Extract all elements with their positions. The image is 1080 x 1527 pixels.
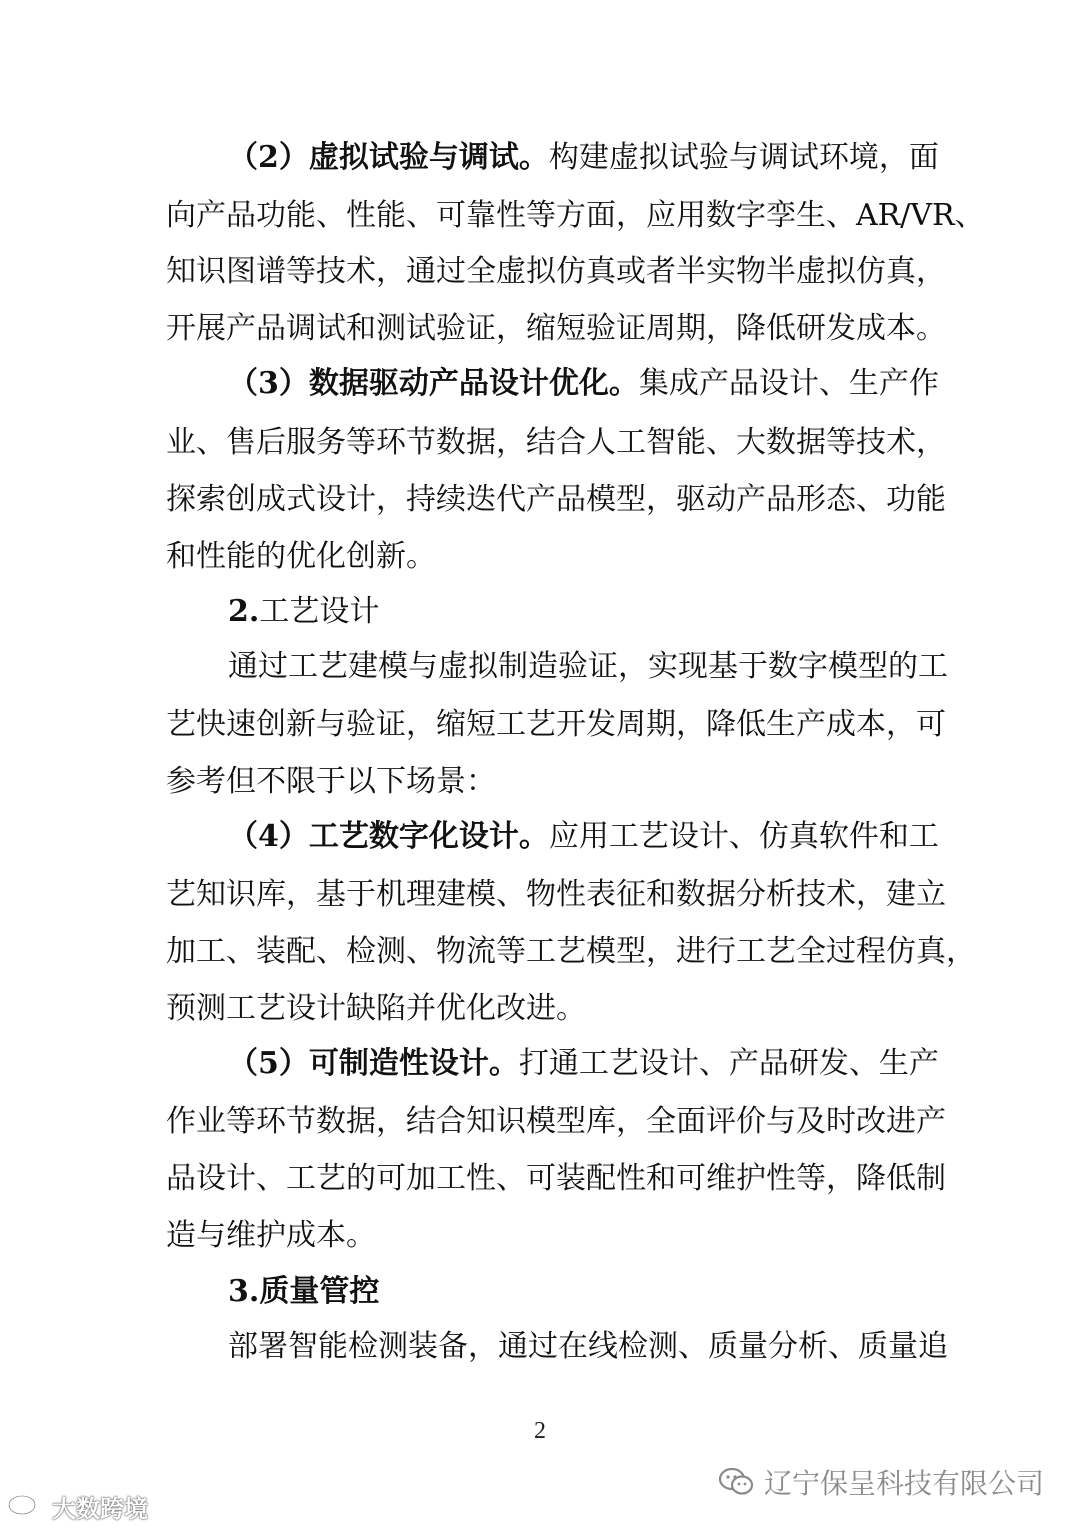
paragraph-line [166, 252, 946, 292]
paragraph-first-line [228, 647, 948, 687]
body-text: 预测工艺设计缺陷并优化改进。 [166, 991, 586, 1026]
paragraph-first-line [228, 592, 918, 632]
paragraph-first-line [228, 1327, 948, 1367]
bold-lead-text: 3.质量管控 [228, 1274, 380, 1309]
paragraph-first-line [228, 1044, 939, 1084]
body-text: 品设计、工艺的可加工性、可装配性和可维护性等，降低制 [166, 1161, 946, 1196]
bold-lead-text: （5）可制造性设计。 [228, 1046, 519, 1081]
bold-lead-text: （2）虚拟试验与调试。 [228, 140, 549, 175]
body-text: 艺快速创新与验证，缩短工艺开发周期，降低生产成本，可 [166, 707, 946, 742]
paragraph-line [166, 875, 946, 915]
body-text: 构建虚拟试验与调试环境，面 [548, 140, 939, 175]
body-text: 作业等环节数据，结合知识模型库，全面评价与及时改进产 [166, 1104, 946, 1139]
publisher-name: 辽宁保呈科技有限公司 [763, 1467, 1044, 1500]
page-number: 2 [534, 1418, 546, 1444]
paragraph-line [166, 1159, 946, 1199]
bold-lead-text: 2. [228, 594, 260, 629]
bold-lead-text: （4）工艺数字化设计。 [228, 819, 549, 854]
paragraph-first-line [228, 138, 939, 178]
body-text: 艺知识库，基于机理建模、物性表征和数据分析技术，建立 [166, 877, 946, 912]
body-text: 知识图谱等技术，通过全虚拟仿真或者半实物半虚拟仿真， [166, 254, 946, 289]
watermark-publisher [718, 1462, 1044, 1502]
paragraph-first-line [228, 1272, 918, 1312]
paragraph-first-line [228, 817, 939, 857]
paragraph-line [166, 762, 918, 802]
paragraph-line [166, 1216, 918, 1256]
weibo-icon [6, 1490, 46, 1522]
source-name: 大数跨境 [52, 1494, 148, 1523]
body-text: 部署智能检测装备，通过在线检测、质量分析、质量追 [228, 1329, 948, 1364]
body-text: 向产品功能、性能、可靠性等方面，应用数字孪生、AR/VR、 [166, 198, 985, 233]
paragraph-line [166, 1102, 946, 1142]
body-text: 工艺设计 [259, 594, 380, 629]
body-text: 和性能的优化创新。 [166, 539, 436, 574]
bold-lead-text: （3）数据驱动产品设计优化。 [228, 366, 639, 401]
body-text: 打通工艺设计、产品研发、生产 [518, 1046, 939, 1081]
paragraph-line [166, 932, 976, 972]
body-text: 加工、装配、检测、物流等工艺模型，进行工艺全过程仿真， [166, 934, 976, 969]
paragraph-line [166, 705, 946, 745]
watermark-source [6, 1490, 148, 1522]
body-text: 开展产品调试和测试验证，缩短验证周期，降低研发成本。 [166, 311, 946, 346]
paragraph-line [166, 196, 985, 236]
body-text: 通过工艺建模与虚拟制造验证，实现基于数字模型的工 [228, 649, 948, 684]
paragraph-first-line [228, 364, 939, 404]
body-text: 参考但不限于以下场景： [166, 764, 496, 799]
paragraph-line [166, 423, 946, 463]
paragraph-line [166, 309, 946, 349]
body-text: 探索创成式设计，持续迭代产品模型，驱动产品形态、功能 [166, 482, 946, 517]
paragraph-line [166, 989, 918, 1029]
body-text: 应用工艺设计、仿真软件和工 [548, 819, 939, 854]
paragraph-line [166, 537, 918, 577]
wechat-icon [718, 1467, 754, 1497]
body-text: 造与维护成本。 [166, 1218, 376, 1253]
body-text: 集成产品设计、生产作 [638, 366, 939, 401]
body-text: 业、售后服务等环节数据，结合人工智能、大数据等技术， [166, 425, 946, 460]
paragraph-line [166, 480, 946, 520]
